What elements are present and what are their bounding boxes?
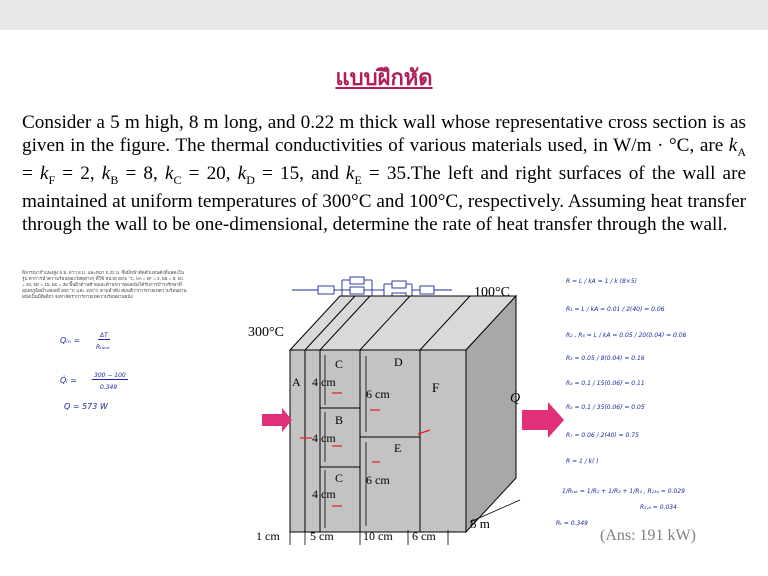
label-4cm-bottom: 4 cm <box>312 487 336 501</box>
label-a: A <box>292 375 301 389</box>
label-d: D <box>394 355 403 369</box>
problem-text-1: Consider a 5 m high, 8 m long, and 0.22 m thick wall whose representative cross section is as given in the figure. The thermal conductivities of various materials used, in W/m · °C, are <box>22 112 746 156</box>
temp-left-label: 300°C <box>248 325 284 340</box>
hand-q-value-den: 0.349 <box>100 384 118 391</box>
slide-title: แบบฝึกหัด <box>335 66 433 91</box>
heat-out-arrow <box>522 402 564 438</box>
label-4cm-top: 4 cm <box>312 375 336 389</box>
hand-q-formula-num: ΔT <box>100 332 108 339</box>
dim-6cm: 6 cm <box>412 529 436 543</box>
heat-in-arrow <box>262 408 292 432</box>
hand-r-total: 1/Rₜₒₜ = 1/R₂ + 1/R₃ + 1/R₄ , R₂₃₄ = 0.029 <box>562 488 685 495</box>
hand-r1: R₁ = L / kA = 0.01 / 2(40) = 0.06 <box>566 306 665 313</box>
dim-1cm: 1 cm <box>256 529 280 543</box>
hand-q-formula-lhs: Qᵢₙ = <box>60 336 81 345</box>
hand-q-formula-den: Rₜₒₜₐₗ <box>96 344 110 351</box>
hand-r2-r6: R₂ , R₆ = L / kA = 0.05 / 20(0.04) = 0.06 <box>566 332 687 339</box>
hand-q-result: Q = 573 W <box>64 402 108 411</box>
problem-statement: Consider a 5 m high, 8 m long, and 0.22 m thick wall whose representative cross section is as given in the figure. The thermal conductivities of various materials used, in W/m · °C, are $k_A = k_F = 2$, $k_B = 8$, $k_C = 20$, $k_D = 15$, and $k_E = 35.The$ left and right surfaces of the wall are maintained at uniform temperatures of 300°C and 100°C, respectively. Assuming heat transfer through the wall to be one-dimensional, determine the rate of heat transfer through the wall. <box>22 112 746 236</box>
hand-r-parallel: R = 1 / k( ) <box>566 458 599 465</box>
hand-q-value-num: 300 − 100 <box>94 372 126 379</box>
hand-r-definition: R = L / kA = 1 / k (8×5) <box>566 278 637 285</box>
hand-r-total-2: R₅,₆ = 0.034 <box>640 504 677 511</box>
temp-right-label: 100°C <box>474 285 510 300</box>
label-c-bottom: C <box>335 471 344 485</box>
dim-5cm: 5 cm <box>310 529 334 543</box>
thai-translation-notes: พิจารณากำแพงสูง 5 ม. ยาว 8 ม. และหนา 0.22 ม. ซึ่งมีหน้าตัดตัวแทนดังที่แสดงในรูป ค่าการนำความร้อนของวัสดุต่างๆ ที่ใช้ หน่วย W/m °C, kA = kF = 2, kB = 8, kC = 20, kD = 15, kE = 35 พื้นผิวด้านซ้ายและด้านขวาของผนังได้รับการบำรุงรักษาที่อุณหภูมิสม่ำเสมอที่ 300 °C และ 100°C ตามลำดับ สมมติว่าการถ่ายเทความร้อนผ่านผนังเป็นมิติเดียว จงหาอัตราการถ่ายเทความร้อนผ่านผนัง <box>22 270 187 300</box>
label-heat-rate: Q̇ <box>510 391 521 406</box>
hand-r4: R₄ = 0.1 / 15(0.06) = 0.11 <box>566 380 645 387</box>
label-length: 8 m <box>470 516 490 531</box>
hand-q-value-lhs: Q̇ᵢ = <box>60 376 77 385</box>
label-6cm-bottom: 6 cm <box>366 473 390 487</box>
hand-r3: R₃ = 0.05 / 8(0.04) = 0.16 <box>566 355 645 362</box>
answer-text: (Ans: 191 kW) <box>600 527 696 544</box>
label-6cm-top: 6 cm <box>366 387 390 401</box>
dim-10cm: 10 cm <box>363 529 393 543</box>
label-c-top: C <box>335 357 344 371</box>
hand-r7: R₇ = 0.06 / 2(40) = 0.75 <box>566 432 639 439</box>
label-b: B <box>335 413 344 427</box>
label-e: E <box>394 441 402 455</box>
label-f: F <box>432 380 440 395</box>
hand-r-final: Rₜ = 0.349 <box>556 520 588 527</box>
label-4cm-mid: 4 cm <box>312 431 336 445</box>
hand-r5: R₅ = 0.1 / 35(0.06) = 0.05 <box>566 404 645 411</box>
